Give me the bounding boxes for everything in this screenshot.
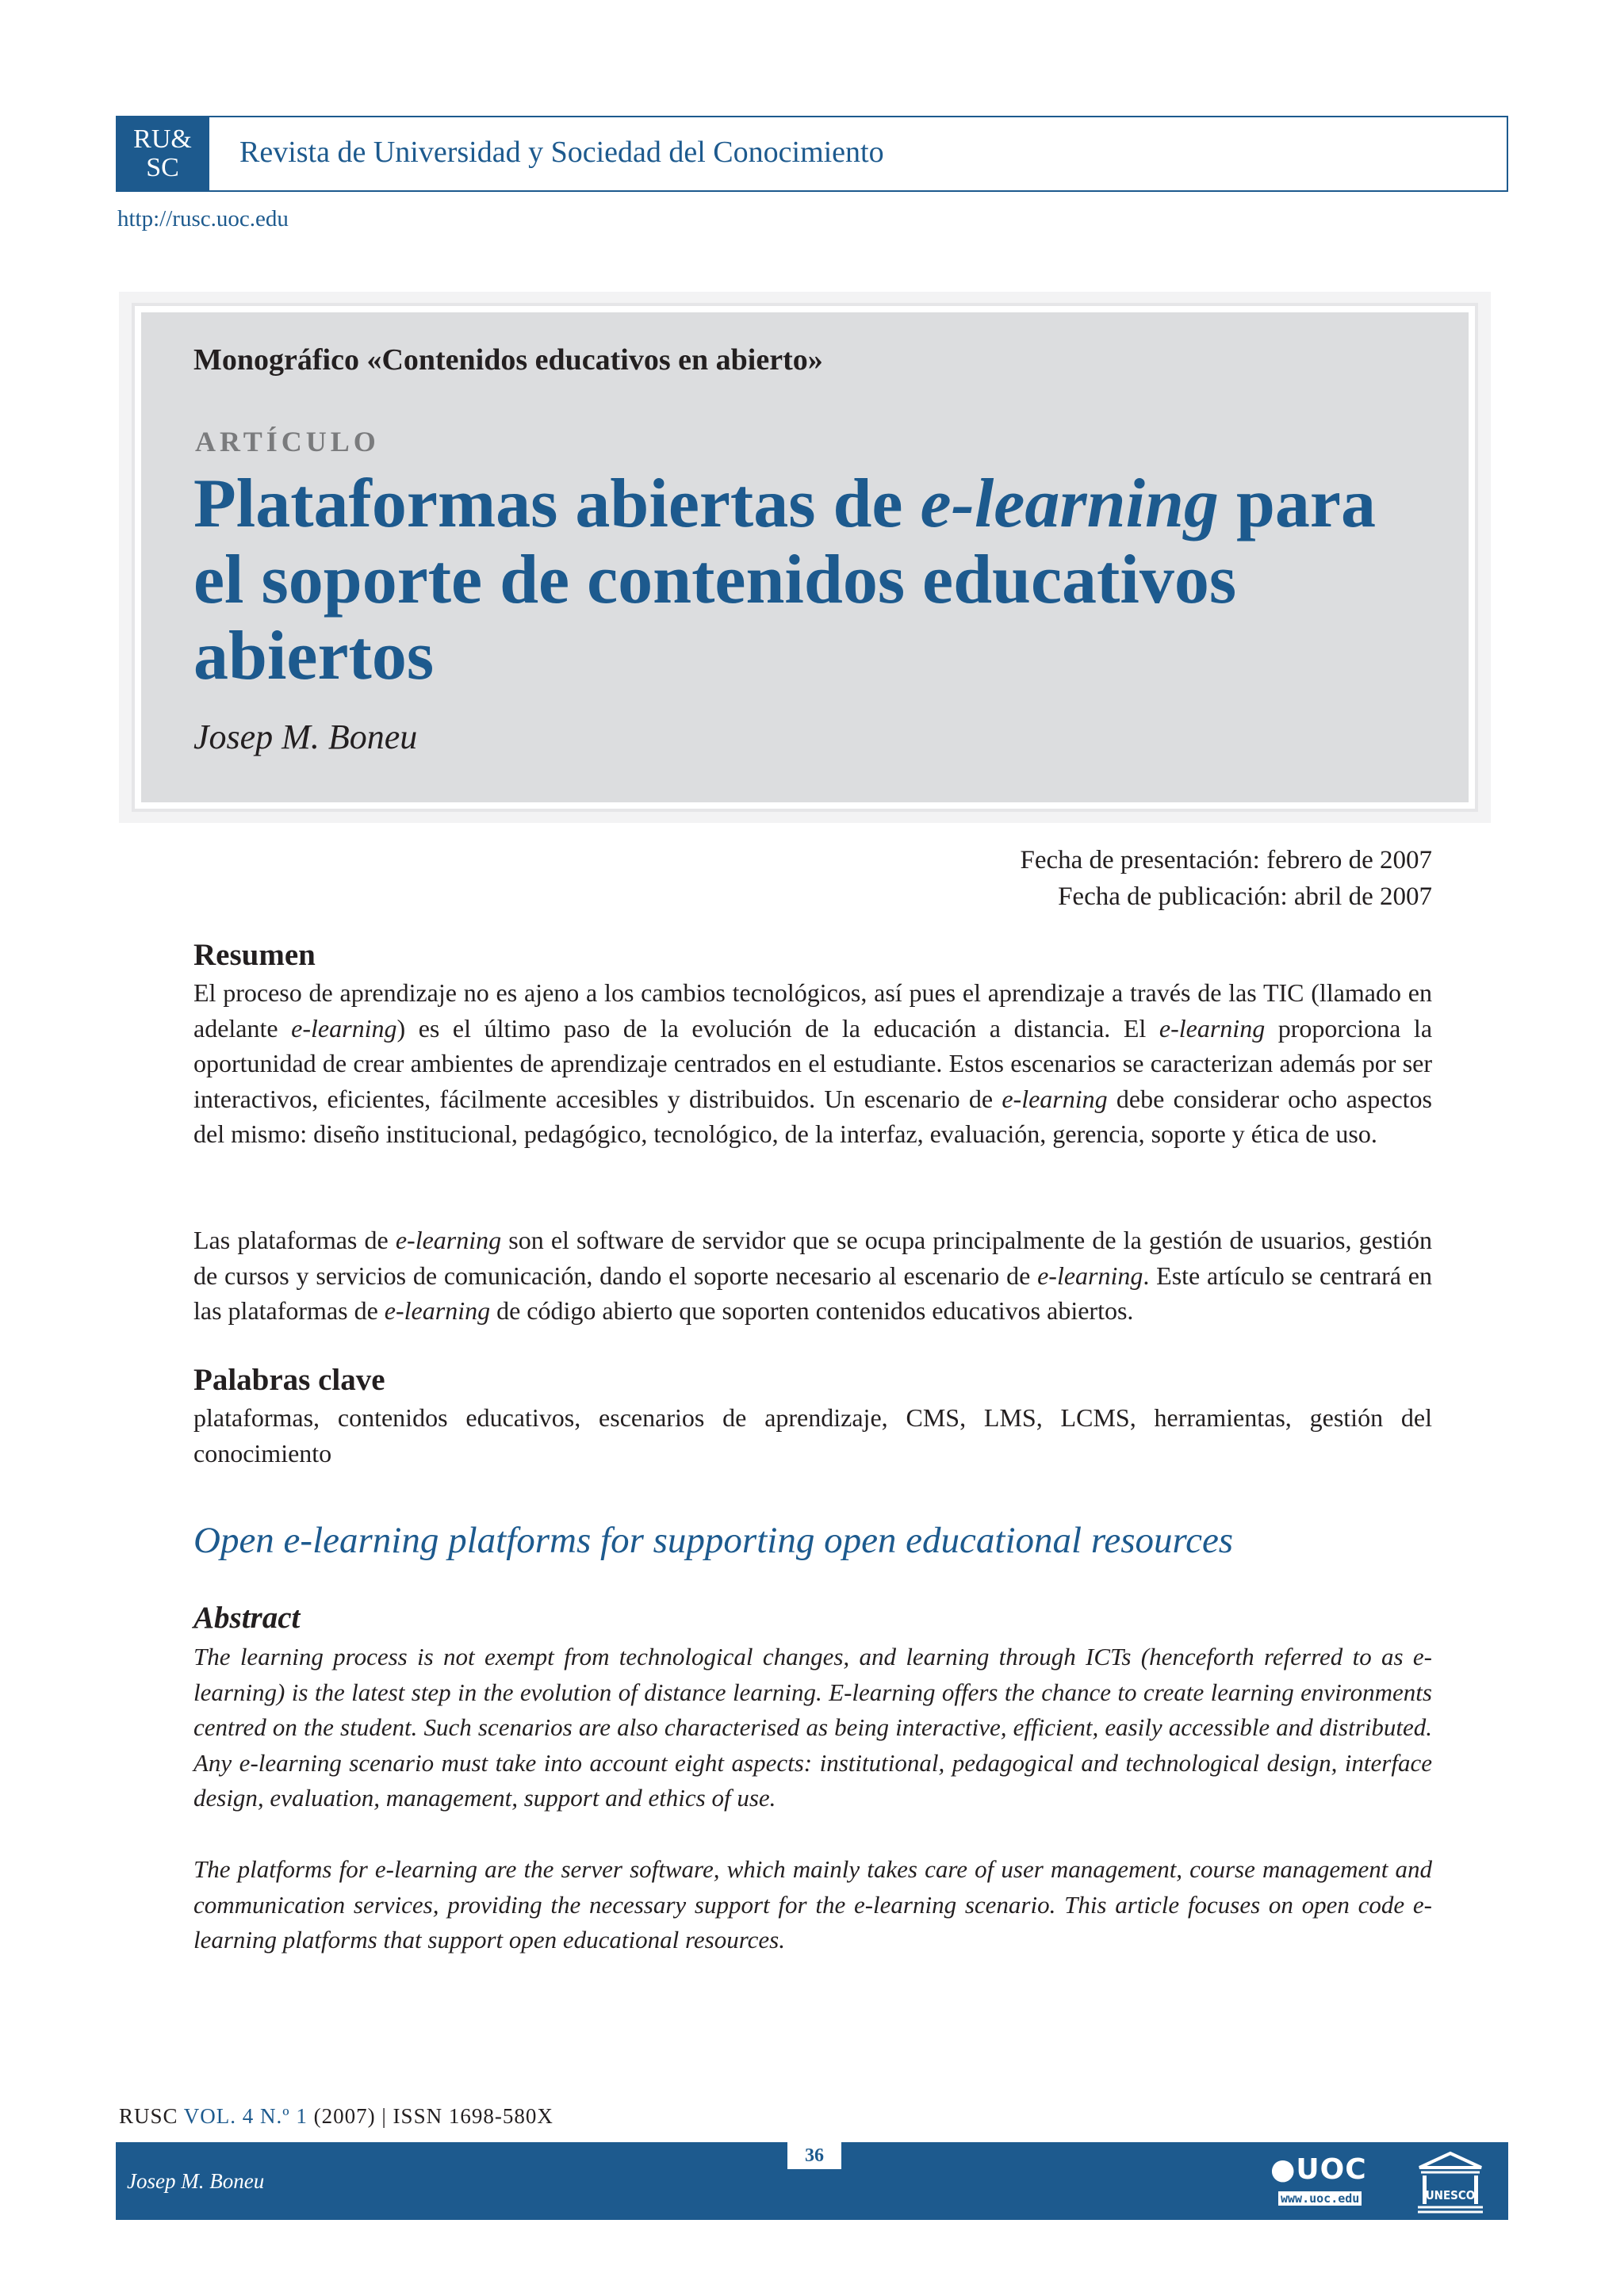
unesco-logo-icon bbox=[1415, 2150, 1486, 2215]
summary-paragraph-2: Las plataformas de e-learning son el software de servidor que se ocupa principalmente de la gestión de usuarios, gestión de cursos y servicios de comunicación, dando el soporte necesario al escenario de e-learning. Este artículo se centrará en las plataformas de e-learning de código abierto que soporten contenidos educativos abiertos. bbox=[193, 1226, 1433, 1325]
english-title: Open e-learning platforms for supporting open educational resources bbox=[193, 1520, 1234, 1561]
presentation-date: Fecha de presentación: febrero de 2007 bbox=[1020, 846, 1432, 874]
article-title-part-1: Plataformas abiertas de bbox=[193, 465, 921, 542]
uoc-brand-text: UOC bbox=[1296, 2153, 1367, 2186]
page-number: 36 bbox=[787, 2142, 841, 2169]
italic-term: e-learning bbox=[384, 1296, 491, 1325]
issue-volume: VOL. 4 N.º 1 bbox=[183, 2104, 308, 2128]
uoc-brand: ●UOC bbox=[1270, 2153, 1367, 2186]
uoc-logo bbox=[1270, 2153, 1373, 2214]
italic-term: e-learning bbox=[291, 1013, 397, 1043]
monograph-label: Monográfico «Contenidos educativos en abierto» bbox=[193, 343, 823, 377]
article-author: Josep M. Boneu bbox=[193, 718, 418, 756]
dates-block bbox=[1020, 842, 1432, 915]
italic-term: e-learning bbox=[1002, 1084, 1108, 1113]
issue-line bbox=[119, 2104, 553, 2129]
abstract-heading: Abstract bbox=[193, 1601, 301, 1635]
footer-author: Josep M. Boneu bbox=[127, 2169, 265, 2193]
logo-line-2: SC bbox=[146, 153, 179, 182]
journal-url-link[interactable]: http://rusc.uoc.edu bbox=[117, 206, 289, 232]
uoc-site: www.uoc.edu bbox=[1278, 2191, 1362, 2206]
issue-rusc: RUSC bbox=[119, 2104, 184, 2128]
summary-paragraph-1: El proceso de aprendizaje no es ajeno a los cambios tecnológicos, así pues el aprendizaje a través de las TIC (llamado en adelante e-learning) es el último paso de la evolución de la educación a distancia. El e-learning proporciona la oportunidad de crear ambientes de aprendizaje centrados en el estudiante. Estos escenarios se caracterizan además por ser interactivos, eficientes, fácilmente accesibles y distribuidos. Un escenario de e-learning debe considerar ocho aspectos del mismo: diseño institucional, pedagógico, tecnológico, de la interfaz, evaluación, gerencia, soporte y ética de uso. bbox=[193, 978, 1433, 1148]
rusc-logo bbox=[116, 116, 209, 192]
article-title-italic: e-learning bbox=[920, 465, 1219, 542]
summary-heading: Resumen bbox=[193, 938, 316, 972]
keywords-heading: Palabras clave bbox=[193, 1363, 385, 1397]
abstract-paragraph-1: The learning process is not exempt from technological changes, and learning through ICTs (henceforth referred to as e-learning) is the latest step in the evolution of distance learning. E-learning offers the chance to create learning environments centred on the student. Such scenarios are also characterised as being interactive, efficient, easily accessible and distributed. Any e-learning scenario must take into account eight aspects: institutional, pedagogical and technological design, interface design, evaluation, management, support and ethics of use. bbox=[193, 1643, 1432, 1812]
italic-term: e-learning bbox=[1037, 1261, 1143, 1290]
italic-term: e-learning bbox=[1159, 1013, 1266, 1043]
issue-rest: (2007) | ISSN 1698-580X bbox=[307, 2104, 553, 2128]
article-type-label: ARTÍCULO bbox=[195, 426, 380, 457]
article-title-part-2: para el soporte de contenidos educativos abiertos bbox=[193, 465, 1376, 695]
unesco-text: UNESCO bbox=[1425, 2188, 1476, 2202]
keywords-text: plataformas, contenidos educativos, escenarios de aprendizaje, CMS, LMS, LCMS, herramientas, gestión del conocimiento bbox=[193, 1403, 1432, 1468]
journal-title: Revista de Universidad y Sociedad del Conocimiento bbox=[239, 136, 884, 169]
italic-term: e-learning bbox=[395, 1226, 502, 1254]
logo-line-1: RU& bbox=[133, 124, 192, 154]
publication-date: Fecha de publicación: abril de 2007 bbox=[1058, 882, 1432, 911]
article-title bbox=[193, 466, 1383, 695]
abstract-paragraph-2: The platforms for e-learning are the server software, which mainly takes care of user management, course management and communication services, providing the necessary support for the e-learning scenario. This article focuses on open code e-learning platforms that support open educational resources. bbox=[193, 1855, 1432, 1954]
